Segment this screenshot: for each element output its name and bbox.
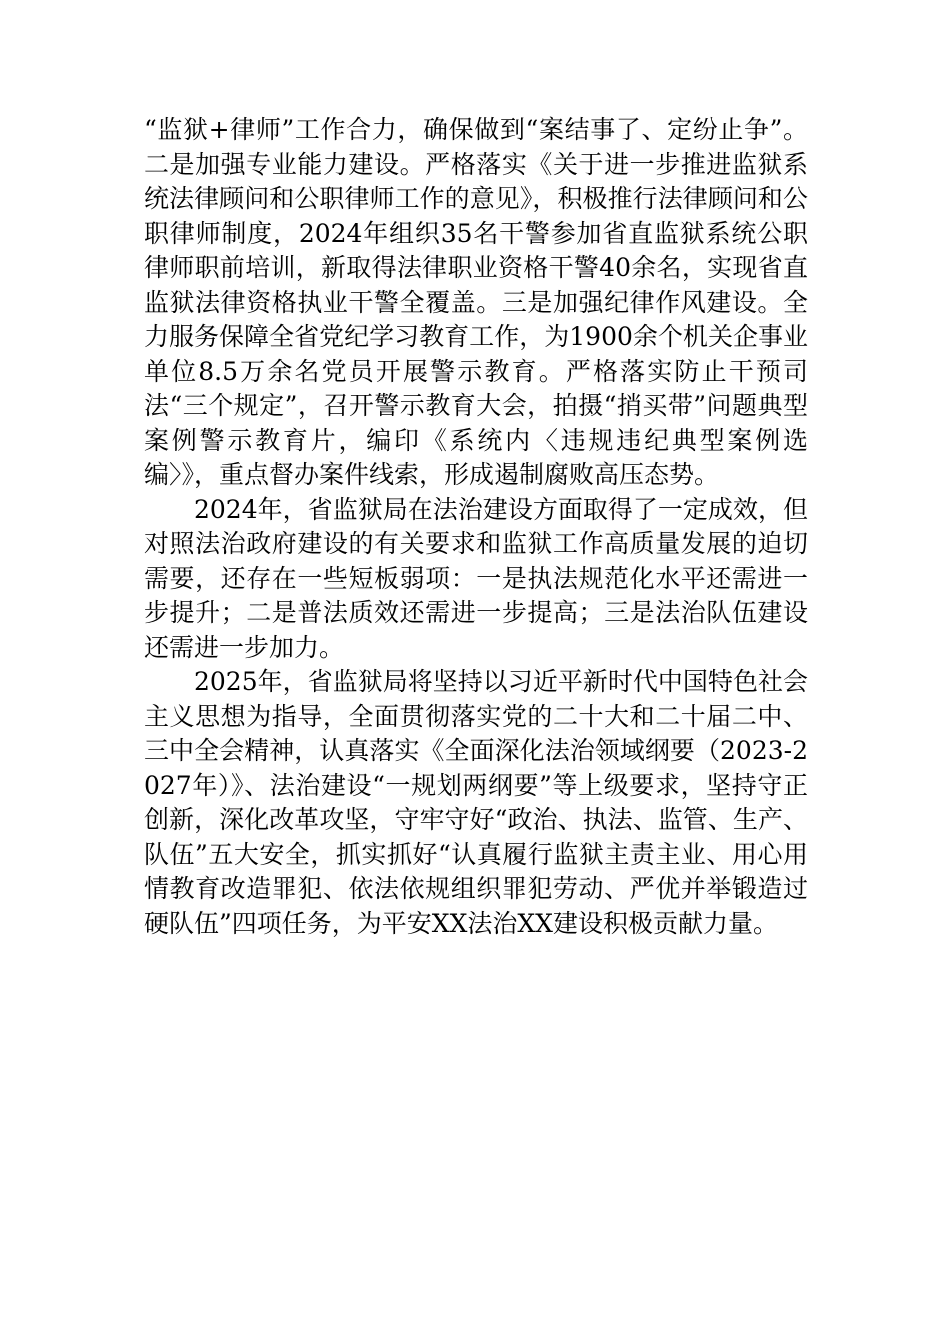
paragraph-discipline-work: “监狱+律师”工作合力，确保做到“案结事了、定纷止争”。二是加强专业能力建设。严格落实《关于进一步推进监狱系统法律顾问和公职律师工作的意见》，积极推行法律顾问和公职律师制度，2024年组织35名干警参加省直监狱系统公职律师职前培训，新取得法律职业资格干警40余名，实现省直监狱法律资格执业干警全覆盖。三是加强纪律作风建设。全力服务保障全省党纪学习教育工作，为1900余个机关企事业单位8.5万余名党员开展警示教育。严格落实防止干预司法“三个规定”，召开警示教育大会，拍摄“捎买带”问题典型案例警示教育片，编印《系统内〈违规违纪典型案例选编〉》，重点督办案件线索，形成遏制腐败高压态势。 [144, 115, 808, 489]
paragraph-shortcomings-2024: 2024年，省监狱局在法治建设方面取得了一定成效，但对照法治政府建设的有关要求和监狱工作高质量发展的迫切需要，还存在一些短板弱项：一是执法规范化水平还需进一步提升；二是普法质效还需进一步提高；三是法治队伍建设还需进一步加力。 [144, 494, 808, 662]
document-body [144, 113, 808, 941]
paragraph-plan-2025: 2025年，省监狱局将坚持以习近平新时代中国特色社会主义思想为指导，全面贯彻落实党的二十大和二十届二中、三中全会精神，认真落实《全面深化法治领域纲要（2023-2027年）》、法治建设“一规划两纲要”等上级要求，坚持守正创新，深化改革攻坚，守牢守好“政治、执法、监管、生产、队伍”五大安全，抓实抓好“认真履行监狱主责主业、用心用情教育改造罪犯、依法依规组织罪犯劳动、严优并举锻造过硬队伍”四项任务，为平安XX法治XX建设积极贡献力量。 [144, 667, 808, 938]
